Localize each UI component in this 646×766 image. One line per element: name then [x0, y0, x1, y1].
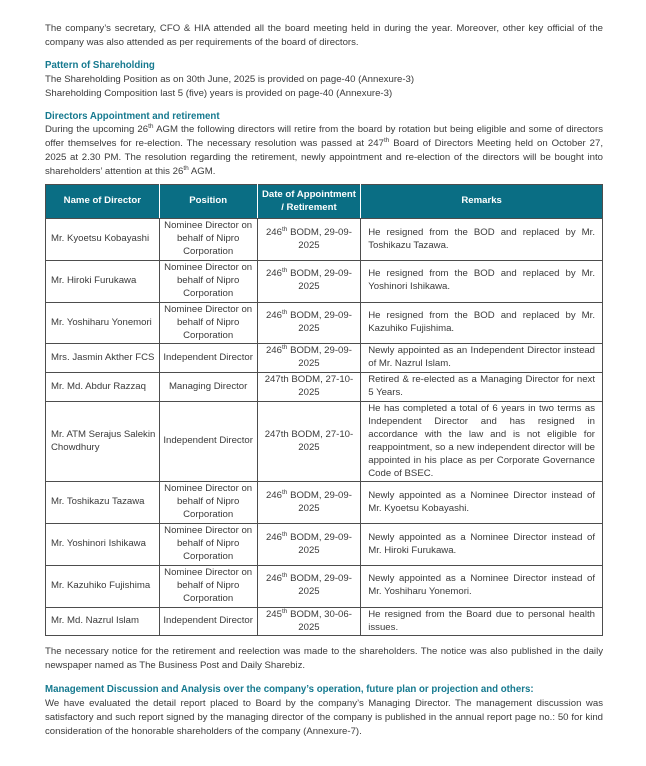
superscript-ordinal: th [148, 123, 154, 131]
directors-table-body [46, 219, 603, 636]
date-ordinal: 246 [265, 573, 282, 585]
date-ordinal-suffix: th [281, 572, 288, 580]
directors-table [45, 184, 603, 636]
remarks-cell: He resigned from the Board due to personal health issues. [361, 607, 603, 636]
date-cell [257, 344, 361, 373]
table-row [46, 482, 603, 524]
position-cell: Nominee Director on behalf of Nipro Corporation [159, 565, 257, 607]
column-header-name: Name of Director [46, 185, 160, 219]
column-header-remarks: Remarks [361, 185, 603, 219]
director-name-cell: Mr. Kazuhiko Fujishima [46, 565, 160, 607]
position-cell: Nominee Director on behalf of Nipro Corporation [159, 482, 257, 524]
director-name-cell: Mr. Md. Abdur Razzaq [46, 373, 160, 402]
section-heading-directors-appointment: Directors Appointment and retirement [45, 110, 220, 122]
date-ordinal: 247th [264, 374, 289, 386]
director-name-cell: Mrs. Jasmin Akther FCS [46, 344, 160, 373]
table-row [46, 219, 603, 261]
table-row [46, 302, 603, 344]
position-cell: Managing Director [159, 373, 257, 402]
text-run: AGM. [188, 166, 216, 178]
column-header-date-line1: Date of Appointment [261, 189, 356, 201]
date-rest: BODM, 29-09-2025 [287, 489, 352, 514]
director-name-cell: Mr. Yoshinori Ishikawa [46, 524, 160, 566]
date-ordinal: 246 [265, 345, 282, 357]
remarks-cell: He has completed a total of 6 years in two terms as Independent Director and has resigned in accordance with the law and is not eligible for reappointment, so a new independent director will be appointed in his place as per Corporate Governance Code of BSEC. [361, 402, 603, 482]
date-ordinal-suffix: th [281, 530, 288, 538]
date-ordinal: 247th [264, 428, 289, 440]
table-row [46, 402, 603, 482]
management-paragraph: We have evaluated the detail report placed to Board by the company’s Managing Director. The management discussion was satisfactory and such report signed by the managing director of the company is published in the annual report page no.: 50 for kind consideration of the honorable shareholders of the company (Annexure-7). [45, 698, 603, 737]
date-cell [257, 402, 361, 482]
text-run: Board of Directors Meeting held on October 27, 2025 at 2.30 PM. The resolution regarding the retirement, newly appointment and re-election of the directors will be bought into shareholders’ attention at this 26 [45, 138, 603, 178]
superscript-ordinal: th [183, 164, 189, 172]
date-rest: BODM, 29-09-2025 [287, 531, 352, 556]
date-rest: BODM, 27-10-2025 [288, 428, 354, 453]
remarks-cell: Newly appointed as a Nominee Director instead of Mr. Hiroki Furukawa. [361, 524, 603, 566]
date-ordinal-suffix: th [281, 607, 288, 615]
date-ordinal-suffix: th [281, 344, 288, 352]
date-ordinal-suffix: th [281, 267, 288, 275]
position-cell: Nominee Director on behalf of Nipro Corporation [159, 219, 257, 261]
date-cell [257, 565, 361, 607]
column-header-position: Position [159, 185, 257, 219]
date-ordinal: 246 [265, 531, 282, 543]
director-name-cell: Mr. Kyoetsu Kobayashi [46, 219, 160, 261]
remarks-cell: Newly appointed as a Nominee Director instead of Mr. Yoshiharu Yonemori. [361, 565, 603, 607]
date-ordinal-suffix: th [281, 308, 288, 316]
text-run: AGM the following directors will retire from the board by rotation but being eligible and some of directors offer themselves for re-election. The necessary resolution was passed at 247 [45, 124, 603, 150]
table-row [46, 373, 603, 402]
remarks-cell: Newly appointed as a Nominee Director instead of Mr. Kyoetsu Kobayashi. [361, 482, 603, 524]
date-ordinal: 246 [265, 489, 282, 501]
column-header-date [257, 185, 361, 219]
remarks-cell: He resigned from the BOD and replaced by Mr. Toshikazu Tazawa. [361, 219, 603, 261]
director-name-cell: Mr. Yoshiharu Yonemori [46, 302, 160, 344]
date-rest: BODM, 30-06-2025 [287, 608, 352, 633]
remarks-cell: He resigned from the BOD and replaced by Mr. Kazuhiko Fujishima. [361, 302, 603, 344]
date-rest: BODM, 29-09-2025 [287, 345, 352, 370]
date-ordinal: 246 [265, 226, 282, 238]
table-row [46, 260, 603, 302]
director-name-cell: Mr. Md. Nazrul Islam [46, 607, 160, 636]
position-cell: Independent Director [159, 402, 257, 482]
shareholding-line-2: Shareholding Composition last 5 (five) years is provided on page-40 (Annexure-3) [45, 87, 393, 99]
date-ordinal: 246 [265, 310, 282, 322]
section-heading-management-discussion: Management Discussion and Analysis over the company’s operation, future plan or projection and others: [45, 684, 534, 696]
date-rest: BODM, 29-09-2025 [287, 573, 352, 598]
shareholding-line-1: The Shareholding Position as on 30th June, 2025 is provided on page-40 (Annexure-3) [45, 73, 415, 85]
date-cell [257, 302, 361, 344]
position-cell: Nominee Director on behalf of Nipro Corporation [159, 302, 257, 344]
date-cell [257, 219, 361, 261]
date-cell [257, 607, 361, 636]
director-name-cell: Mr. ATM Serajus Salekin Chowdhury [46, 402, 160, 482]
date-ordinal: 245 [265, 608, 282, 620]
date-rest: BODM, 27-10-2025 [288, 374, 354, 399]
remarks-cell: Retired & re-elected as a Managing Director for next 5 Years. [361, 373, 603, 402]
date-ordinal-suffix: th [281, 225, 288, 233]
position-cell: Nominee Director on behalf of Nipro Corporation [159, 260, 257, 302]
remarks-cell: He resigned from the BOD and replaced by Mr. Yoshinori Ishikawa. [361, 260, 603, 302]
directors-paragraph [45, 123, 603, 179]
date-cell [257, 373, 361, 402]
text-run: During the upcoming 26 [45, 124, 149, 136]
position-cell: Nominee Director on behalf of Nipro Corporation [159, 524, 257, 566]
directors-table-head [46, 185, 603, 219]
date-cell [257, 524, 361, 566]
date-cell [257, 260, 361, 302]
date-cell [257, 482, 361, 524]
date-rest: BODM, 29-09-2025 [287, 268, 352, 293]
position-cell: Independent Director [159, 607, 257, 636]
table-row [46, 344, 603, 373]
table-header-row [46, 185, 603, 219]
director-name-cell: Mr. Hiroki Furukawa [46, 260, 160, 302]
section-heading-pattern-of-shareholding: Pattern of Shareholding [45, 59, 155, 71]
notice-paragraph: The necessary notice for the retirement and reelection was made to the shareholders. The notice was also published in the daily newspaper named as The Business Post and Daily Sharebiz. [45, 646, 603, 672]
date-rest: BODM, 29-09-2025 [287, 226, 352, 251]
remarks-cell: Newly appointed as an Independent Director instead of Mr. Nazrul Islam. [361, 344, 603, 373]
position-cell: Independent Director [159, 344, 257, 373]
table-row [46, 524, 603, 566]
table-row [46, 565, 603, 607]
date-rest: BODM, 29-09-2025 [287, 310, 352, 335]
intro-paragraph: The company’s secretary, CFO & HIA attended all the board meeting held in during the year. Moreover, other key official of the company was also attended as per requirements of the board of directors. [45, 23, 603, 48]
superscript-ordinal: th [383, 137, 390, 145]
date-ordinal-suffix: th [281, 488, 288, 496]
date-ordinal: 246 [265, 268, 282, 280]
director-name-cell: Mr. Toshikazu Tazawa [46, 482, 160, 524]
column-header-date-line2: / Retirement [281, 201, 337, 213]
table-row [46, 607, 603, 636]
